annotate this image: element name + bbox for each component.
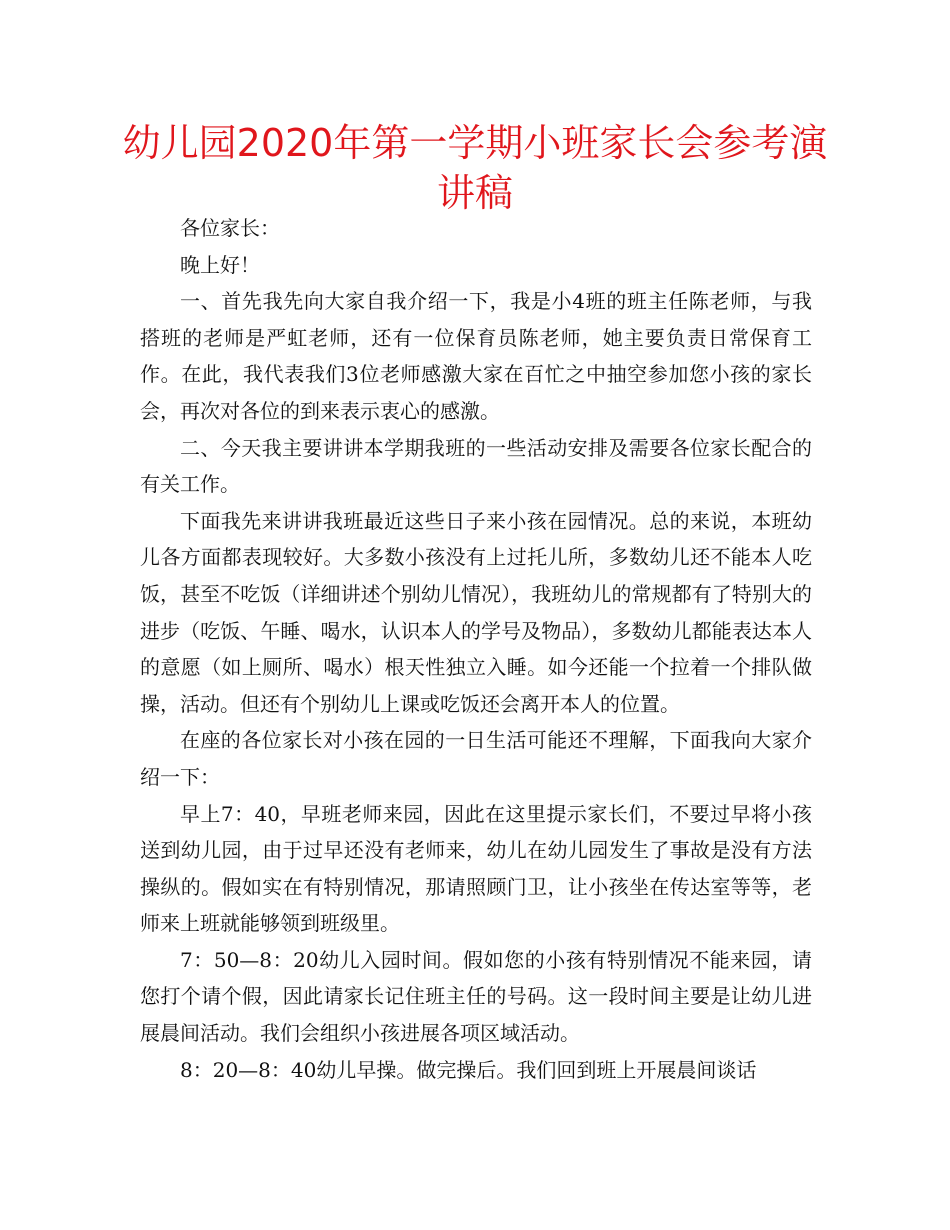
entry-time-paragraph: 7：50—8：20幼儿入园时间。假如您的小孩有特别情况不能来园，请您打个请个假，因此请家长记住班主任的号码。这一段时间主要是让幼儿进展晨间活动。我们会组织小孩进展各项区域活动。 <box>140 947 812 1046</box>
document-body <box>140 210 812 1088</box>
introduction-paragraph: 一、首先我先向大家自我介绍一下，我是小4班的班主任陈老师，与我搭班的老师是严虹老师，还有一位保育员陈老师，她主要负责日常保育工作。在此，我代表我们3位老师感激大家在百忙之中抽空参加您小孩的家长会，再次对各位的到来表示衷心的感激。 <box>140 289 812 423</box>
daily-life-intro-paragraph: 在座的各位家长对小孩在园的一日生活可能还不理解，下面我向大家介绍一下： <box>140 728 812 789</box>
morning-arrival-paragraph: 早上7：40，早班老师来园，因此在这里提示家长们，不要过早将小孩送到幼儿园，由于过早还没有老师来，幼儿在幼儿园发生了事故是没有方法操纵的。假如实在有特别情况，那请照顾门卫，让小孩坐在传达室等等，老师来上班就能够领到班级里。 <box>140 801 812 936</box>
morning-exercise-paragraph: 8：20—8：40幼儿早操。做完操后。我们回到班上开展晨间谈话 <box>180 1057 757 1082</box>
salutation-paragraph: 晚上好！ <box>180 252 260 277</box>
greeting-paragraph: 各位家长： <box>180 216 280 240</box>
class-situation-paragraph: 下面我先来讲讲我班最近这些日子来小孩在园情况。总的来说，本班幼儿各方面都表现较好。大多数小孩没有上过托儿所，多数幼儿还不能本人吃饭，甚至不吃饭（详细讲述个别幼儿情况），我班幼儿的常规都有了特别大的进步（吃饭、午睡、喝水，认识本人的学号及物品），多数幼儿都能表达本人的意愿（如上厕所、喝水）根天性独立入睡。如今还能一个拉着一个排队做操，活动。但还有个别幼儿上课或吃饭还会离开本人的位置。 <box>140 508 812 716</box>
agenda-paragraph: 二、今天我主要讲讲本学期我班的一些活动安排及需要各位家长配合的有关工作。 <box>140 435 812 497</box>
document-title: 幼儿园2020年第一学期小班家长会参考演讲稿 <box>122 121 828 215</box>
